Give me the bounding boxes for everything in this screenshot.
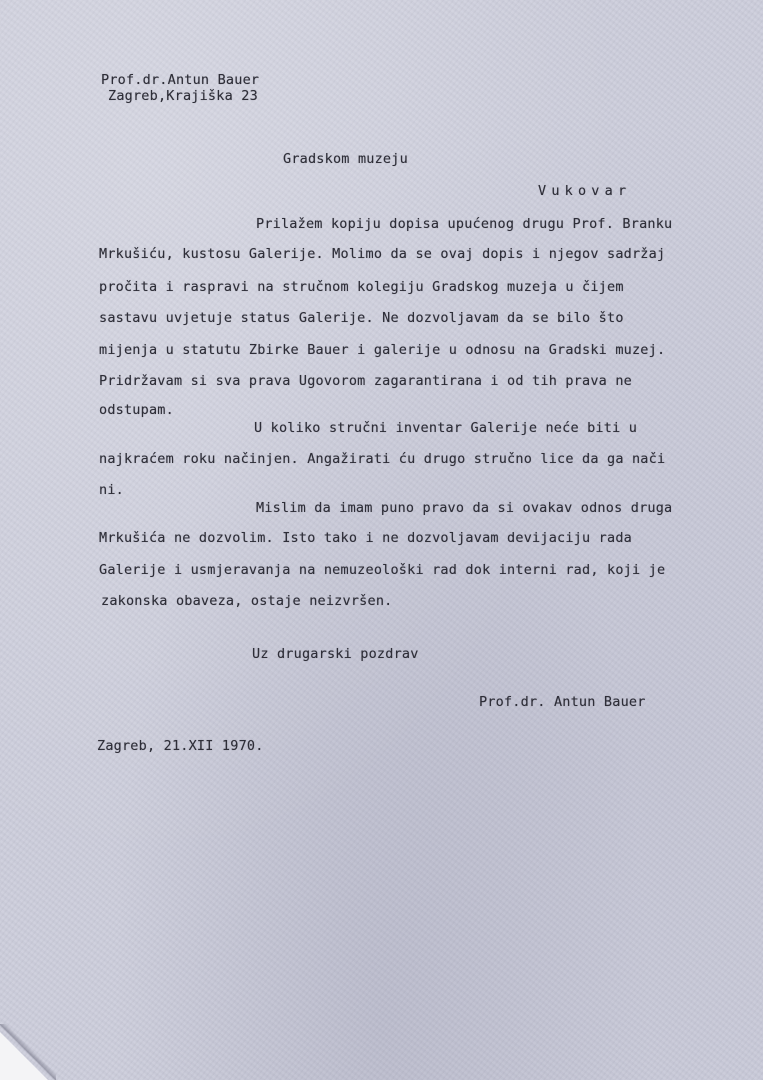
recipient-city: Vukovar — [538, 183, 632, 199]
sender-address: Zagreb,Krajiška 23 — [108, 88, 258, 104]
body-line-4: sastavu uvjetuje status Galerije. Ne dozvoljavam da se bilo što — [99, 310, 624, 326]
body-line-13: Galerije i usmjeravanja na nemuzeološki rad dok interni rad, koji je — [99, 562, 666, 578]
body-line-14: zakonska obaveza, ostaje neizvršen. — [101, 593, 393, 609]
sender-name: Prof.dr.Antun Bauer — [101, 72, 260, 88]
body-line-8: U koliko stručni inventar Galerije neće biti u — [254, 420, 638, 436]
body-line-3: pročita i raspravi na stručnom kolegiju Gradskog muzeja u čijem — [99, 279, 624, 295]
recipient: Gradskom muzeju — [283, 151, 408, 167]
body-line-9: najkraćem roku načinjen. Angažirati ću drugo stručno lice da ga nači — [99, 451, 666, 467]
body-line-1: Prilažem kopiju dopisa upućenog drugu Prof. Branku — [256, 216, 673, 232]
signature: Prof.dr. Antun Bauer — [479, 694, 646, 710]
body-line-2: Mrkušiću, kustosu Galerije. Molimo da se ovaj dopis i njegov sadržaj — [99, 246, 666, 262]
body-line-6: Pridržavam si sva prava Ugovorom zagarantirana i od tih prava ne — [99, 373, 632, 389]
body-line-12: Mrkušića ne dozvolim. Isto tako i ne dozvoljavam devijaciju rada — [99, 530, 632, 546]
body-line-11: Mislim da imam puno pravo da si ovakav odnos druga — [256, 500, 673, 516]
body-line-5: mijenja u statutu Zbirke Bauer i galerije u odnosu na Gradski muzej. — [99, 342, 666, 358]
closing: Uz drugarski pozdrav — [252, 646, 419, 662]
place-date: Zagreb, 21.XII 1970. — [97, 738, 264, 754]
body-line-7: odstupam. — [99, 402, 174, 418]
folded-corner-shadow — [0, 1024, 56, 1080]
body-line-10: ni. — [99, 482, 124, 498]
